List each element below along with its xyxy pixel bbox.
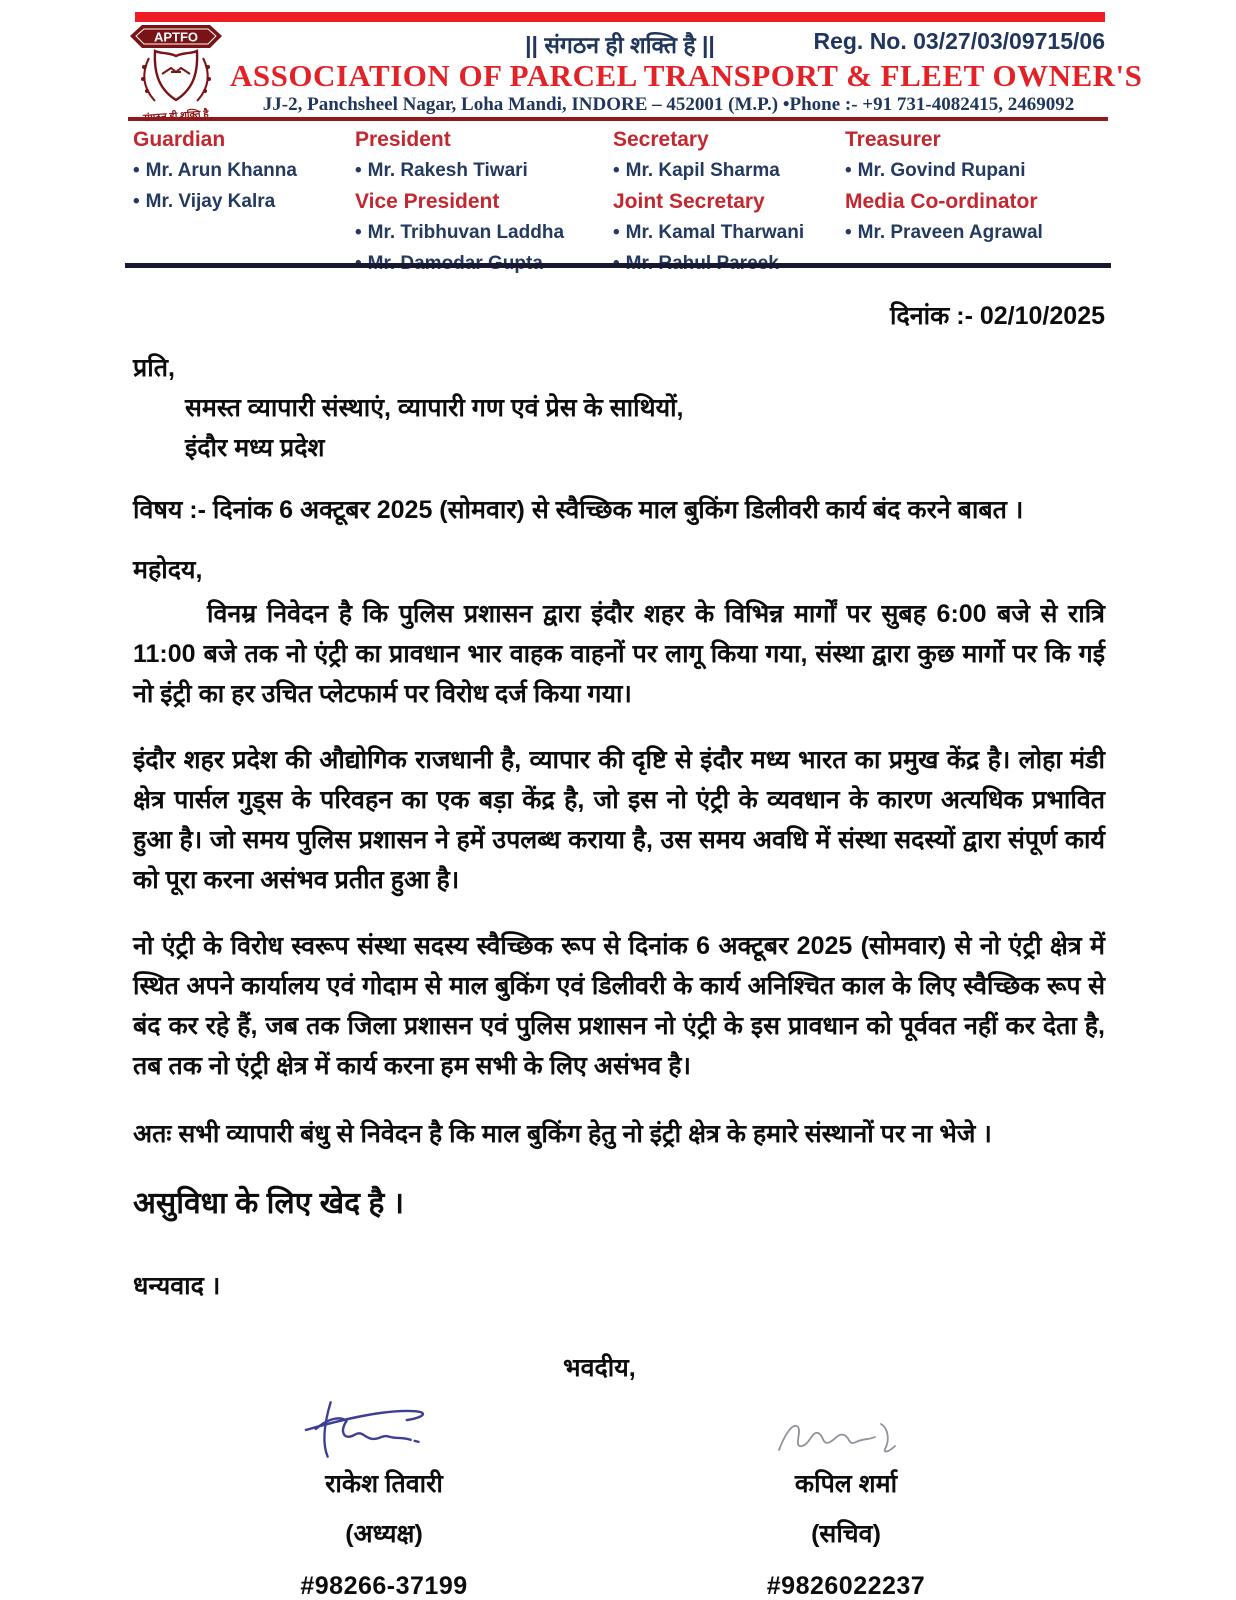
letter-paragraph-1: विनम्र निवेदन है कि पुलिस प्रशासन द्वारा इंदौर शहर के विभिन्न मार्गों पर सुबह 6:00 बजे से रात्रि 11:00 बजे तक नो एंट्री का प्रावधान भार वाहक वाहनों पर लागू किया गया, संस्था द्वारा कुछ मार्गो पर कि गई नो इंट्री का हर उचित प्लेटफार्म पर विरोध दर्ज किया गया। <box>133 600 1105 708</box>
letter-date: दिनांक :- 02/10/2025 <box>890 302 1105 330</box>
officer-name: • Mr. Govind Rupani <box>845 160 1026 181</box>
logo-shield <box>155 51 197 100</box>
thanks-note: धन्यवाद । <box>133 1272 221 1300</box>
bullet-icon: • <box>355 222 362 243</box>
officer-role-title: Secretary <box>613 128 709 151</box>
letterhead-slogan: || संगठन ही शक्ति है || <box>525 32 715 58</box>
logo-acronym: APTFO <box>153 29 199 45</box>
letter-paragraph-3: नो एंट्री के विरोध स्वरूप संस्था सदस्य स्वैच्छिक रूप से दिनांक 6 अक्टूबर 2025 (सोमवार) से नो एंट्री क्षेत्र में स्थित अपने कार्यालय एवं गोदाम से माल बुकिंग एवं डिलीवरी के कार्य अनिश्चित काल के लिए स्वैच्छिक रूप से बंद कर रहे हैं, जब तक जिला प्रशासन एवं पुलिस प्रशासन नो एंट्री के इस प्रावधान को पूर्ववत नहीं कर देता है, तब तक नो एंट्री क्षेत्र में कार्य करना हम सभी के लिए असंभव है। <box>133 932 1105 1080</box>
signatory-phone: #98266-37199 <box>300 1572 468 1600</box>
address-divider <box>128 117 1108 121</box>
signature-kapil-sharma-icon <box>685 1390 1007 1462</box>
organization-address: JJ-2, Panchsheel Nagar, Loha Mandi, INDORE – 452001 (M.P.) •Phone :- +91 731-4082415, 2469092 <box>262 94 1075 115</box>
officer-name: • Mr. Tribhuvan Laddha <box>355 222 565 243</box>
signature-rakesh-tiwari-icon <box>223 1390 545 1462</box>
bullet-icon: • <box>613 160 620 181</box>
letterhead <box>0 0 1236 270</box>
officer-name: • Mr. Arun Khanna <box>133 160 297 181</box>
letter-paragraph-4: अतः सभी व्यापारी बंधु से निवेदन है कि माल बुकिंग हेतु नो इंट्री क्षेत्र के हमारे संस्थानों पर ना भेजे । <box>133 1120 992 1148</box>
bullet-icon: • <box>845 160 852 181</box>
bullet-icon: • <box>133 160 140 181</box>
laurel-left <box>144 58 155 101</box>
officers-column-secretary <box>613 124 845 279</box>
officers-column-treasurer <box>845 124 1107 279</box>
officer-role-title: Media Co-ordinator <box>845 190 1038 213</box>
officer-name: • Mr. Kamal Tharwani <box>613 222 805 243</box>
officer-role-title: President <box>355 128 451 151</box>
letter-to: प्रति, <box>133 354 175 382</box>
officer-role-title: Joint Secretary <box>613 190 765 213</box>
officer-name: • Mr. Rakesh Tiwari <box>355 160 528 181</box>
signatory-role: (अध्यक्ष) <box>345 1520 423 1548</box>
officer-name: • Mr. Praveen Agrawal <box>845 222 1043 243</box>
letter-closing: भवदीय, <box>563 1354 636 1382</box>
laurel-right <box>197 58 208 101</box>
officer-role-title: Guardian <box>133 128 226 151</box>
handshake-icon <box>162 68 190 74</box>
organization-name: ASSOCIATION OF PARCEL TRANSPORT & FLEET OWNER'S <box>230 58 1143 93</box>
signature-block-secretary <box>685 1390 1007 1600</box>
signatory-phone: #9826022237 <box>766 1572 926 1600</box>
officer-role-title: Vice President <box>355 190 500 213</box>
letter-greeting: महोदय, <box>133 556 203 584</box>
officers-column-president <box>355 124 613 279</box>
signature-block-president <box>223 1390 545 1600</box>
bullet-icon: • <box>845 222 852 243</box>
signatory-name: राकेश तिवारी <box>325 1470 443 1498</box>
signatory-name: कपिल शर्मा <box>794 1470 898 1498</box>
recipient-line-1: समस्त व्यापारी संस्थाएं, व्यापारी गण एवं प्रेस के साथियों, <box>185 394 684 422</box>
letter-subject: विषय :- दिनांक 6 अक्टूबर 2025 (सोमवार) से स्वैच्छिक माल बुकिंग डिलीवरी कार्य बंद करने बाबत । <box>133 496 1024 524</box>
logo-motto <box>142 107 210 125</box>
bullet-icon: • <box>613 222 620 243</box>
officers-divider <box>125 263 1111 268</box>
aptfo-logo-icon <box>128 22 224 122</box>
officers-column-guardian <box>133 124 355 279</box>
signature-row <box>133 1390 1105 1600</box>
officer-name: • Mr. Vijay Kalra <box>133 191 276 212</box>
logo-graphic <box>128 22 224 126</box>
bullet-icon: • <box>133 191 140 212</box>
officer-name: • Mr. Kapil Sharma <box>613 160 780 181</box>
recipient-line-2: इंदौर मध्य प्रदेश <box>185 434 325 462</box>
letter-paragraph-2: इंदौर शहर प्रदेश की औद्योगिक राजधानी है, व्यापार की दृष्टि से इंदौर मध्य भारत का प्रमुख केंद्र है। लोहा मंडी क्षेत्र पार्सल गुड्स के परिवहन का एक बड़ा केंद्र है, जो इस नो एंट्री के व्यवधान के कारण अत्यधिक प्रभावित हुआ है। जो समय पुलिस प्रशासन ने हमें उपलब्ध कराया है, उस समय अवधि में संस्था सदस्यों द्वारा संपूर्ण कार्य को पूरा करना असंभव प्रतीत हुआ है। <box>133 746 1105 894</box>
letter-body <box>0 296 1236 1600</box>
officer-role-title: Treasurer <box>845 128 941 151</box>
top-red-bar <box>135 12 1105 22</box>
officers-panel <box>133 124 1107 279</box>
registration-number: Reg. No. 03/27/03/09715/06 <box>813 28 1105 54</box>
bullet-icon: • <box>355 160 362 181</box>
regret-note: असुविधा के लिए खेद है । <box>133 1187 405 1220</box>
signatory-role: (सचिव) <box>811 1520 881 1548</box>
